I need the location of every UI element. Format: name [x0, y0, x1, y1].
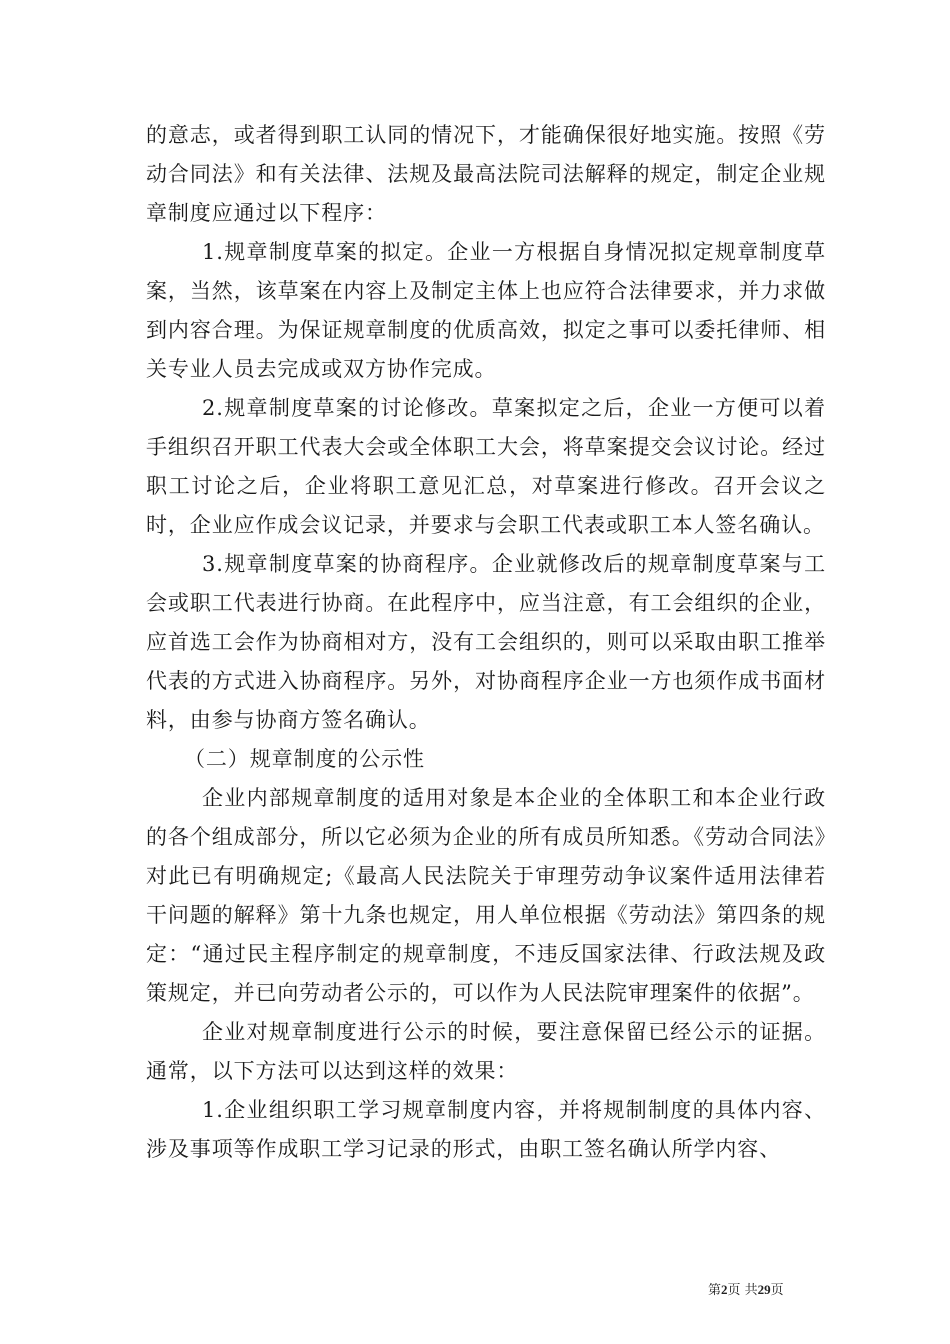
paragraph-publicity-basis: 企业内部规章制度的适用对象是本企业的全体职工和本企业行政的各个组成部分，所以它必须为企业的所有成员所知悉。《劳动合同法》对此已有明确规定;《最高人民法院关于审理劳动争议案件适用法律若干问题的解释》第十九条也规定，用人单位根据《劳动法》第四条的规定：“通过民主程序制定的规章制度，不违反国家法律、行政法规及政策规定，并已向劳动者公示的，可以作为人民法院审理案件的依据”。 — [146, 786, 826, 1005]
total-page-count: 29 — [757, 1282, 771, 1297]
current-page-number: 2 — [721, 1282, 728, 1297]
page-footer — [708, 1282, 784, 1299]
footer-prefix: 第 — [708, 1283, 722, 1298]
paragraph-procedure-intro: 的意志，或者得到职工认同的情况下，才能确保很好地实施。按照《劳动合同法》和有关法律、法规及最高法院司法解释的规定，制定企业规章制度应通过以下程序： — [146, 123, 826, 225]
paragraph-step-2-discussion: 2.规章制度草案的讨论修改。草案拟定之后，企业一方便可以着手组织召开职工代表大会或全体职工大会，将草案提交会议讨论。经过职工讨论之后，企业将职工意见汇总，对草案进行修改。召开会议之时，企业应作成会议记录，并要求与会职工代表或职工本人签名确认。 — [146, 396, 826, 537]
paragraph-step-3-negotiation: 3.规章制度草案的协商程序。企业就修改后的规章制度草案与工会或职工代表进行协商。在此程序中，应当注意，有工会组织的企业，应首选工会作为协商相对方，没有工会组织的，则可以采取由职工推举代表的方式进入协商程序。另外，对协商程序企业一方也须作成书面材料，由参与协商方签名确认。 — [146, 552, 826, 732]
body-text — [146, 116, 826, 1169]
paragraph-step-1-drafting: 1.规章制度草案的拟定。企业一方根据自身情况拟定规章制度草案，当然，该草案在内容上及制定主体上也应符合法律要求，并力求做到内容合理。为保证规章制度的优质高效，拟定之事可以委托律师、相关专业人员去完成或双方协作完成。 — [146, 240, 826, 381]
footer-suffix: 页 — [770, 1283, 784, 1298]
section-heading-publicity: （二）规章制度的公示性 — [184, 747, 425, 771]
paragraph-method-1: 1.企业组织职工学习规章制度内容，并将规制制度的具体内容、涉及事项等作成职工学习记录的形式，由职工签名确认所学内容、 — [146, 1098, 826, 1161]
footer-middle: 页 共 — [727, 1283, 758, 1298]
paragraph-publicity-evidence: 企业对规章制度进行公示的时候，要注意保留已经公示的证据。通常，以下方法可以达到这样的效果： — [146, 1020, 826, 1083]
